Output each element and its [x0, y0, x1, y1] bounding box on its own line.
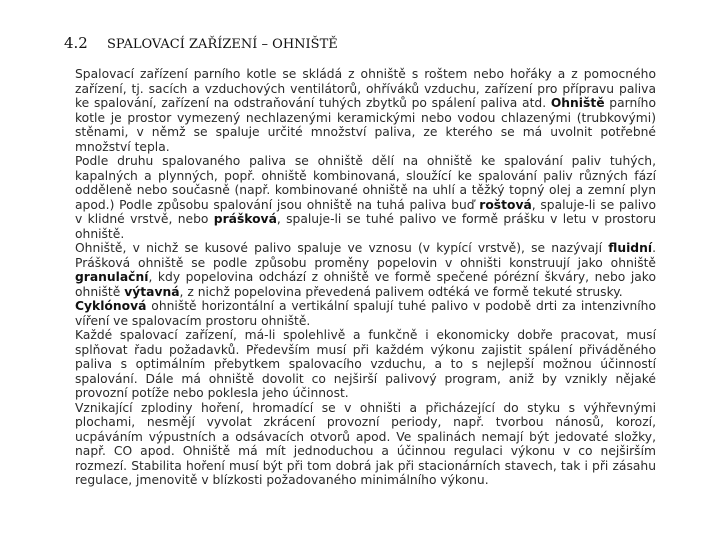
- text-run: Vznikající zplodiny hoření, hromadící se v ohništi a přicházející do styku s výhřevnými plochami, nesmějí vyvolat zkrácení provozní periody, např. tvorbou nánosů, korozí, ucpáváním výpustních a odsávacích otvorů apod. Ve spalinách nemají být jedovaté složky, např. CO apod. Ohniště má mít jednoduchou a účinnou regulaci výkonu v co nejširším rozmezí. Stabilita hoření musí být při tom dobrá jak při stacionárních stavech, tak i při zásahu regulace, jmenovitě v blízkosti požadovaného minimálního výkonu.: [75, 400, 656, 487]
- text-run: , spaluje-li se palivo v klidné vrstvě, nebo: [75, 197, 656, 226]
- body-text: [75, 67, 656, 488]
- paragraph: [75, 154, 656, 241]
- text-run: , kdy popelovina odchází z ohniště ve formě spečené pórézní škváry, nebo jako ohniště: [75, 270, 656, 299]
- section-number: 4.2: [64, 34, 88, 52]
- text-run: Spalovací zařízení parního kotle se skládá z ohniště s roštem nebo hořáky a z pomocného zařízení, tj. sacích a vzduchových ventilátorů, ohříváků vzduchu, zařízení pro přípravu paliva ke spalování, zařízení na odstraňování tuhých zbytků po spálení paliva atd.: [75, 67, 656, 110]
- bold-term: granulační: [75, 270, 149, 284]
- bold-term: Cyklónová: [75, 299, 147, 313]
- text-run: Podle druhu spalovaného paliva se ohniště dělí na ohniště ke spalování paliv tuhých, kapalných a plynných, popř. ohniště kombinovaná, sloužící ke spalování paliv různých fází odděleně nebo současně (např. kombinované ohniště na uhlí a těžký topný olej a zemní plyn apod.) Podle způsobu spalování jsou ohniště na tuhá paliva buď: [75, 154, 656, 212]
- text-run: ohniště horizontální a vertikální spalují tuhé palivo v podobě drti za intenzivního víření ve spalovacím prostoru ohniště.: [75, 299, 656, 328]
- text-run: Ohniště, v nichž se kusové palivo spaluje ve vznosu (v kypící vrstvě), se nazývají: [75, 241, 609, 255]
- text-run: , z nichž popelovina převedená palivem odtéká ve formě tekuté strusky.: [179, 284, 623, 299]
- paragraph: [75, 241, 656, 299]
- text-run: . Prášková ohniště se podle způsobu proměny popelovin v ohništi konstruují jako ohniště: [75, 241, 656, 270]
- paragraph: [75, 67, 656, 154]
- bold-term: fluidní: [608, 241, 653, 255]
- paragraph: [75, 328, 656, 401]
- bold-term: výtavná: [124, 284, 180, 299]
- bold-term: prášková: [213, 212, 277, 226]
- text-run: Každé spalovací zařízení, má-li spolehlivě a funkčně i ekonomicky dobře pracovat, musí splňovat řadu požadavků. Především musí při každém výkonu zajistit spálení přiváděného paliva s optimálním přebytkem spalovacího vzduchu, a to s nejlepší možnou účinností spalování. Dále má ohniště dovolit co nejširší palivový program, aniž by vznikly nějaké provozní potíže nebo poklesla jeho účinnost.: [75, 328, 656, 400]
- section-heading: [64, 34, 338, 52]
- text-run: , spaluje-li se tuhé palivo ve formě prášku v letu v prostoru ohniště.: [75, 212, 656, 241]
- paragraph: [75, 299, 656, 328]
- text-run: parního kotle je prostor vymezený nechlazenými keramickými nebo vodou chlazenými (trubkovými) stěnami, v němž se spaluje určité množství paliva, ze kterého se má uvolnit potřebné množství tepla.: [75, 96, 656, 154]
- bold-term: roštová: [479, 197, 532, 212]
- paragraph: [75, 401, 656, 488]
- bold-term: Ohniště: [550, 96, 605, 110]
- section-title: SPALOVACÍ ZAŘÍZENÍ – OHNIŠTĚ: [107, 37, 338, 52]
